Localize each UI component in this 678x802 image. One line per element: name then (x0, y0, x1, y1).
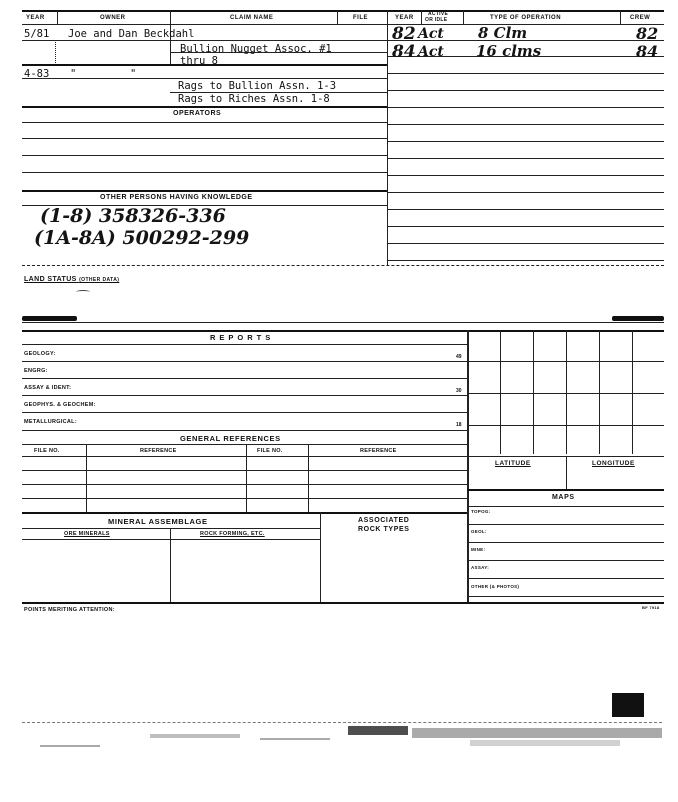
report-geology-num: 49 (456, 354, 462, 360)
maps-other: OTHER (& PHOTOS) (471, 584, 520, 589)
gr-col-file-no-1: FILE NO. (34, 448, 60, 454)
op-1-active: Act (418, 26, 444, 42)
op-1-crew: 82 (636, 24, 659, 43)
mineral-assemblage-title: MINERAL ASSEMBLAGE (108, 517, 208, 526)
header-year: YEAR (26, 15, 45, 21)
claim-2-owner-ditto-2: " (130, 68, 137, 80)
land-status-label: LAND STATUS (24, 276, 77, 283)
header-file: FILE (353, 15, 368, 21)
claim-1-name-line2: thru 8 (180, 55, 218, 67)
maps-assay: ASSAY: (471, 565, 490, 570)
claim-2-name-line1: Rags to Bullion Assn. 1-3 (178, 80, 337, 92)
gr-col-reference-2: REFERENCE (360, 448, 397, 454)
report-geology: GEOLOGY: (24, 351, 56, 357)
header-year-2: YEAR (395, 15, 414, 21)
scan-black-square (612, 693, 644, 717)
other-persons-label: OTHER PERSONS HAVING KNOWLEDGE (100, 194, 253, 201)
maps-geol: GEOL: (471, 529, 487, 534)
longitude-label: LONGITUDE (592, 460, 635, 467)
points-meriting-attention-label: POINTS MERITING ATTENTION: (24, 607, 115, 613)
header-or-idle: OR IDLE (425, 17, 448, 23)
claim-2-name-line2: Rags to Riches Assn. 1-8 (178, 93, 330, 105)
report-metallurgical-num: 18 (456, 422, 462, 428)
header-crew: CREW (630, 15, 651, 21)
form-number: BF 7918 (642, 605, 660, 610)
header-type-of-operation: TYPE OF OPERATION (490, 15, 562, 21)
persons-note-1: (1-8) 358326-336 (40, 205, 226, 227)
scan-mark-tilde (76, 290, 90, 294)
associated-rock-types-line1: ASSOCIATED (358, 517, 410, 524)
header-owner: OWNER (100, 15, 126, 21)
op-2-type: 16 clms (476, 42, 542, 60)
claim-2-owner-ditto-1: " (70, 68, 77, 80)
report-engrg: ENGRG: (24, 368, 48, 374)
maps-mine: MINE: (471, 547, 486, 552)
report-assay: ASSAY & IDENT: (24, 385, 72, 391)
gr-col-reference-1: REFERENCE (140, 448, 177, 454)
report-assay-num: 30 (456, 388, 462, 394)
persons-note-2: (1A-8A) 500292-299 (34, 227, 250, 249)
maps-topog: TOPOG: (471, 509, 491, 514)
gr-col-file-no-2: FILE NO. (257, 448, 283, 454)
operators-label: OPERATORS (173, 110, 222, 117)
reports-title: REPORTS (210, 333, 275, 342)
claim-1-name-line1: Bullion Nugget Assoc. #1 (180, 43, 332, 55)
report-metallurgical: METALLURGICAL: (24, 419, 77, 425)
op-2-year: 84 (392, 42, 416, 62)
report-geophys: GEOPHYS. & GEOCHEM: (24, 402, 96, 408)
op-1-year: 82 (392, 24, 416, 44)
op-2-active: Act (418, 44, 444, 60)
claim-1-year: 5/81 (24, 28, 50, 40)
rock-forming-label: ROCK FORMING, ETC. (200, 531, 265, 537)
scan-bar-left (22, 316, 77, 321)
maps-title: MAPS (552, 494, 575, 501)
ore-minerals-label: ORE MINERALS (64, 531, 110, 537)
associated-rock-types-line2: ROCK TYPES (358, 526, 410, 533)
header-claim-name: CLAIM NAME (230, 15, 274, 21)
claim-2-year: 4-83 (24, 68, 50, 80)
land-status-sublabel: (OTHER DATA) (79, 277, 120, 283)
op-2-crew: 84 (636, 42, 659, 61)
general-references-title: GENERAL REFERENCES (180, 434, 281, 443)
claim-1-owner: Joe and Dan Beckdahl (68, 28, 195, 40)
scan-bar-right (612, 316, 664, 321)
latitude-label: LATITUDE (495, 460, 531, 467)
op-1-type: 8 Clm (478, 24, 528, 42)
header-active: ACTIVE (428, 11, 449, 17)
